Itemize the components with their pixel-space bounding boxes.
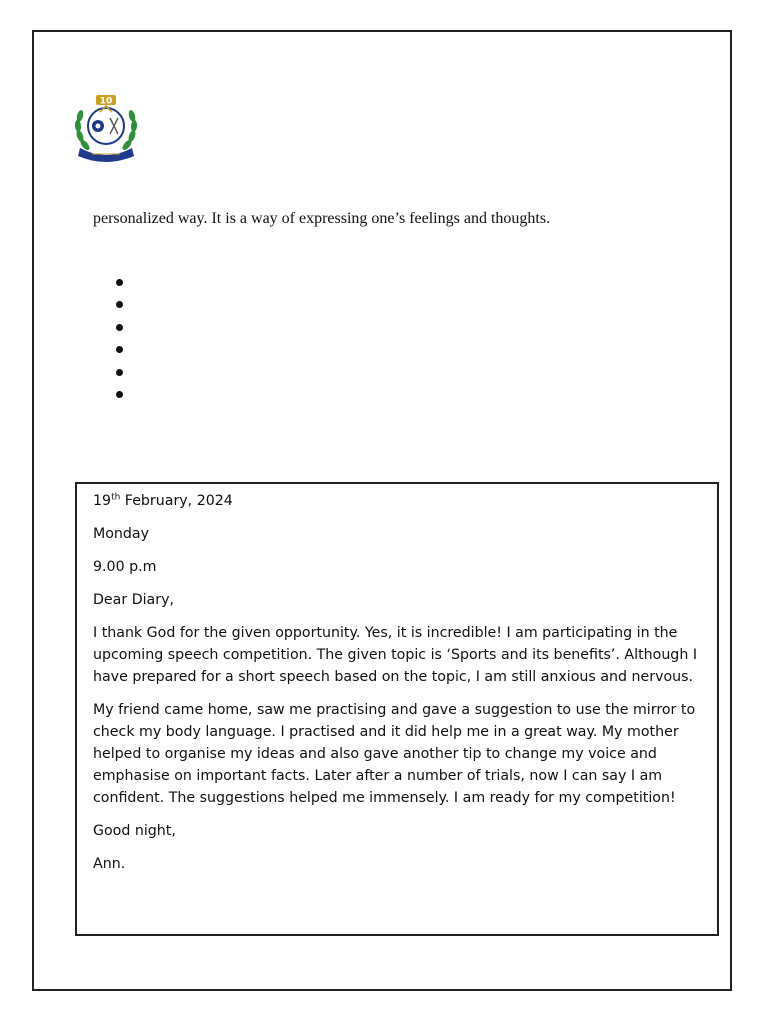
diary-time: 9.00 p.m: [93, 559, 157, 575]
intro-text: personalized way. It is a way of expressing one’s feelings and thoughts.: [93, 210, 551, 227]
school-logo-icon: [70, 92, 142, 164]
diary-salutation: Dear Diary,: [93, 592, 174, 608]
date-suffix: th: [111, 492, 121, 503]
date-day: 19: [93, 493, 112, 509]
diary-signature: Ann.: [93, 856, 126, 872]
diary-weekday: Monday: [93, 526, 150, 542]
diary-paragraph-2: My friend came home, saw me practising and gave a suggestion to use the mirror to check my body language. I practised and it did help me in a great way. My mother helped to organise my ideas and also gave another tip to change my voice and emphasise on important facts. Later after a number of trials, now I can say I am confident. The suggestions helped me immensely. I am ready for my competition!: [93, 702, 696, 806]
diary-date: [93, 490, 701, 512]
diary-entry-box: [75, 482, 719, 936]
logo-badge-text: 10: [99, 96, 113, 107]
date-rest: February, 2024: [120, 493, 233, 509]
diary-paragraph-1: I thank God for the given opportunity. Yes, it is incredible! I am participating in the upcoming speech competition. The given topic is ‘Sports and its benefits’. Although I have prepared for a short speech based on the topic, I am still anxious and nervous.: [93, 625, 698, 685]
diary-closing: Good night,: [93, 823, 176, 839]
